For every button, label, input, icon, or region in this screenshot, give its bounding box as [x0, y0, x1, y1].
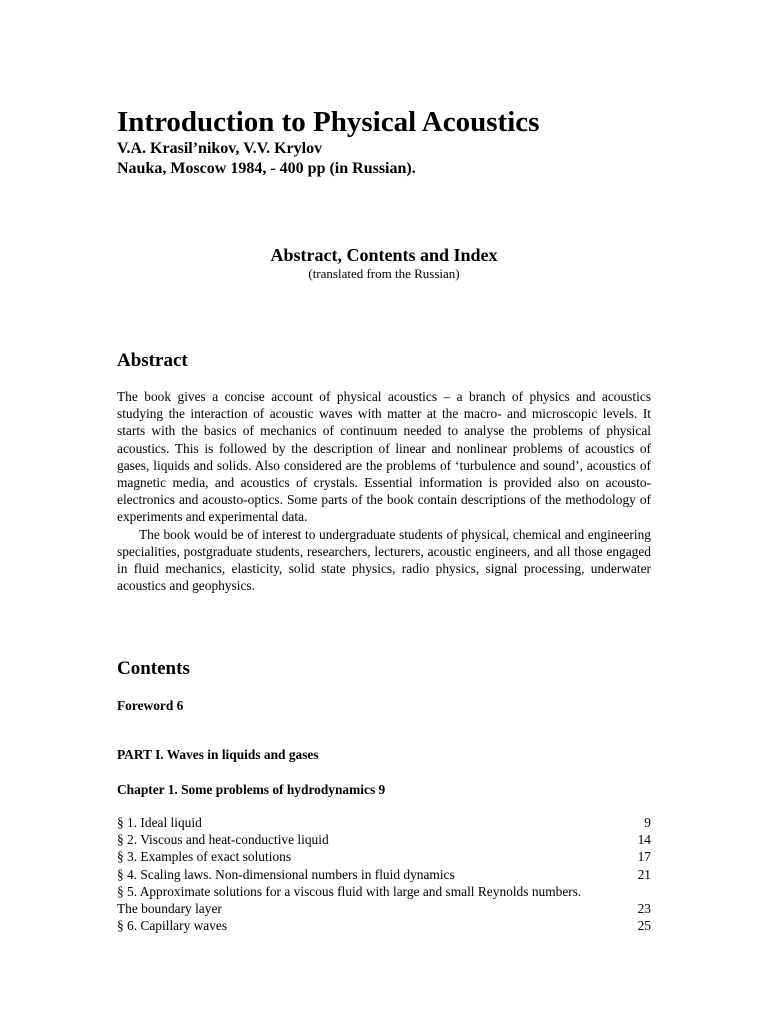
toc-label: § 3. Examples of exact solutions: [117, 849, 292, 865]
toc-section-row: [117, 900, 651, 917]
toc-page: 9: [378, 782, 386, 797]
contents-heading: Contents: [117, 658, 190, 679]
toc-label: The boundary layer: [117, 901, 222, 917]
toc-section-row: [117, 883, 651, 900]
abstract-paragraph-1: The book gives a concise account of physical acoustics – a branch of physics and acoustics studying the interaction of acoustic waves with matter at the macro- and microscopic levels. It starts with the basics of mechanics of continuum needed to analyse the problems of physical acoustics. This is followed by the description of linear and nonlinear problems of acoustics of gases, liquids and solids. Also considered are the problems of ‘turbulence and sound’, acoustics of magnetic media, and acoustics of crystals. Essential information is provided also on acousto-electronics and acousto-optics. Some parts of the book contain descriptions of the methodology of experiments and experimental data.: [117, 389, 651, 525]
toc-page: 23: [637, 901, 651, 917]
toc-section-row: [117, 831, 651, 848]
toc-page: 6: [176, 698, 184, 713]
toc-part-heading: PART I. Waves in liquids and gases: [117, 747, 319, 762]
book-title: Introduction to Physical Acoustics: [117, 106, 540, 138]
toc-label: § 2. Viscous and heat-conductive liquid: [117, 832, 329, 848]
toc-section-row: [117, 814, 651, 831]
abstract-heading: Abstract: [117, 350, 188, 371]
subtitle-block: [117, 244, 651, 282]
toc-page: 17: [637, 849, 651, 865]
toc-label: § 1. Ideal liquid: [117, 815, 202, 830]
book-publisher: Nauka, Moscow 1984, - 400 pp (in Russian).: [117, 160, 416, 177]
toc-label: § 5. Approximate solutions for a viscous fluid with large and small Reynolds numbers.: [117, 883, 582, 899]
toc-entry-chapter-1: [117, 781, 651, 798]
toc-section-row: [117, 848, 651, 865]
toc-page: 21: [637, 866, 651, 882]
translation-note: (translated from the Russian): [308, 266, 460, 281]
toc-label: § 6. Capillary waves: [117, 918, 228, 934]
toc-page: 9: [644, 815, 651, 830]
title-block: [117, 105, 677, 179]
abstract-body: [117, 388, 651, 594]
toc-page: 25: [637, 918, 651, 934]
toc-label: Foreword: [117, 698, 174, 713]
section-subtitle: Abstract, Contents and Index: [270, 245, 498, 265]
book-authors: V.A. Krasil’nikov, V.V. Krylov: [117, 140, 323, 157]
toc-label: § 4. Scaling laws. Non-dimensional numbers in fluid dynamics: [117, 866, 455, 882]
toc-section-row: [117, 866, 651, 883]
toc-section-row: [117, 917, 651, 934]
toc-label: Chapter 1. Some problems of hydrodynamics: [117, 782, 376, 797]
toc-page: 14: [637, 832, 651, 848]
toc-entry-foreword: [117, 697, 651, 714]
toc-section-list: [117, 814, 651, 934]
abstract-paragraph-2: The book would be of interest to undergraduate students of physical, chemical and engineering specialities, postgraduate students, researchers, lecturers, acoustic engineers, and all those engaged in fluid mechanics, elasticity, solid state physics, radio physics, signal processing, underwater acoustics and geophysics.: [117, 526, 651, 594]
